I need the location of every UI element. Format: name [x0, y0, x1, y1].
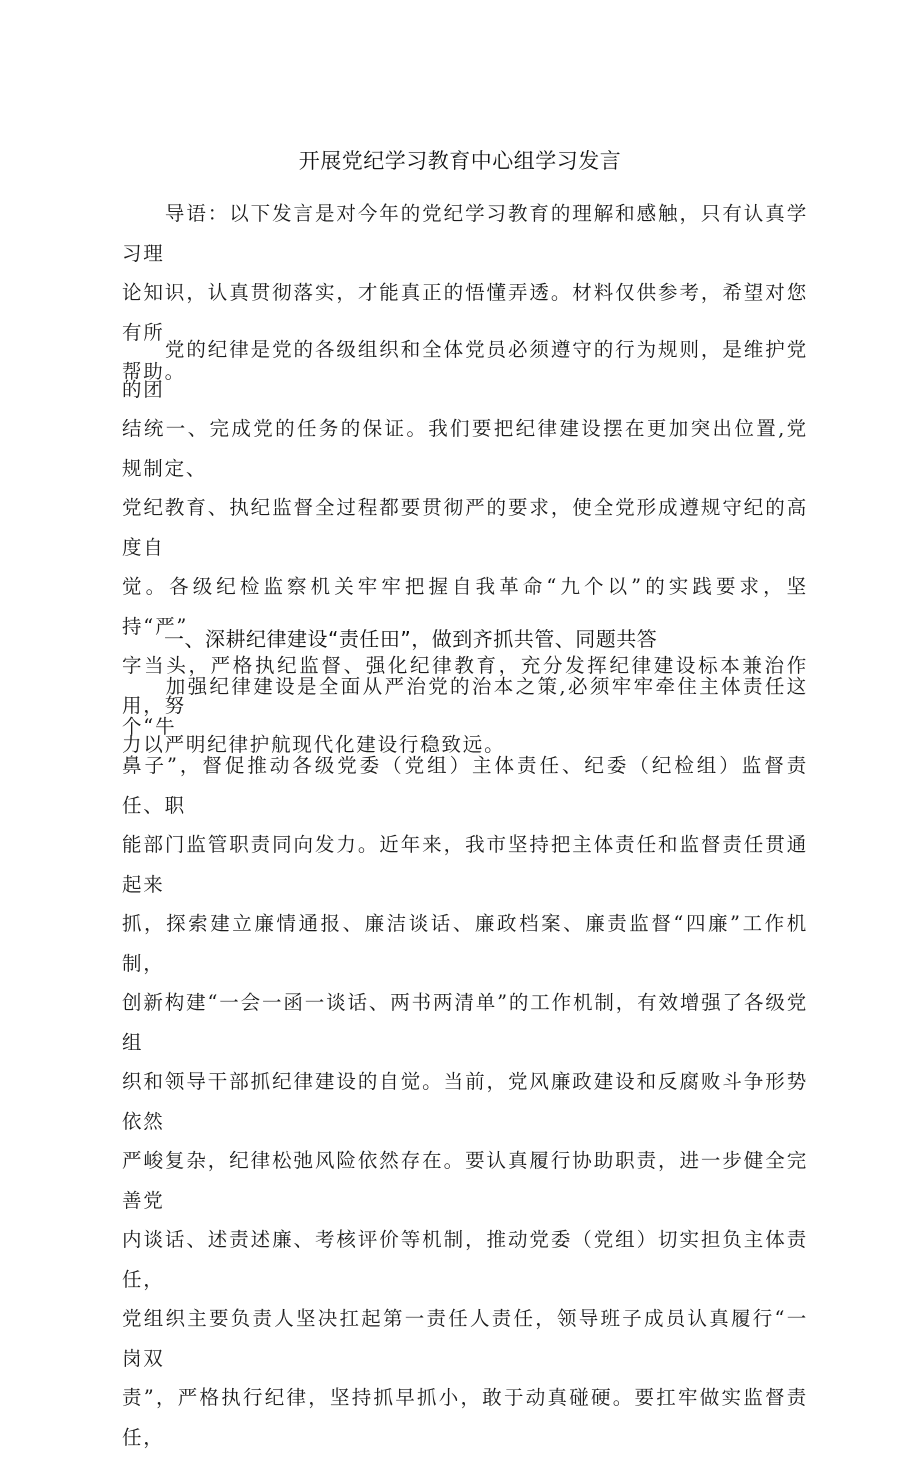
body-paragraph-1: 党的纪律是党的各级组织和全体党员必须遵守的行为规则，是维护党的团 结统一、完成党的任务的保证。我们要把纪律建设摆在更加突出位置,党规制定、 党纪教育、执纪监督全过程都要贯彻严的要求，使全党形成遵规守纪的高度自 觉。各级纪检监察机关牢牢把握自我革命“九个以”的实践要求，坚持“严” 字当头，严格执纪监督、强化纪律教育，充分发挥纪律建设标本兼治作用，努 力以严明纪律护航现代化建设行稳致远。	[122, 338, 808, 756]
body-paragraph-2: 加强纪律建设是全面从严治党的治本之策,必须牢牢牵住主体责任这个“牛 鼻子”，督促推动各级党委（党组）主体责任、纪委（纪检组）监督责任、职 能部门监管职责同向发力。近年来，我市坚持把主体责任和监督责任贯通起来 抓，探索建立廉情通报、廉洁谈话、廉政档案、廉责监督“四廉”工作机制， 创新构建“一会一函一谈话、两书两清单”的工作机制，有效增强了各级党组 织和领导干部抓纪律建设的自觉。当前，党风廉政建设和反腐败斗争形势依然 严峻复杂，纪律松弛风险依然存在。要认真履行协助职责，进一步健全完善党 内谈话、述责述廉、考核评价等机制，推动党委（党组）切实担负主体责任， 党组织主要负责人坚决扛起第一责任人责任，领导班子成员认真履行“一岗双 责”，严格执行纪律，坚持抓早抓小，敢于动真碰硬。要扛牢做实监督责任，	[122, 675, 808, 1449]
document-title: 开展党纪学习教育中心组学习发言	[298, 149, 622, 173]
intro-paragraph: 导语：以下发言是对今年的党纪学习教育的理解和感触，只有认真学习理 论知识，认真贯彻落实，才能真正的悟懂弄透。材料仅供参考，希望对您有所 帮助。	[122, 202, 808, 383]
section-heading-1: 一、深耕纪律建设“责任田”，做到齐抓共管、同题共答	[164, 627, 658, 651]
